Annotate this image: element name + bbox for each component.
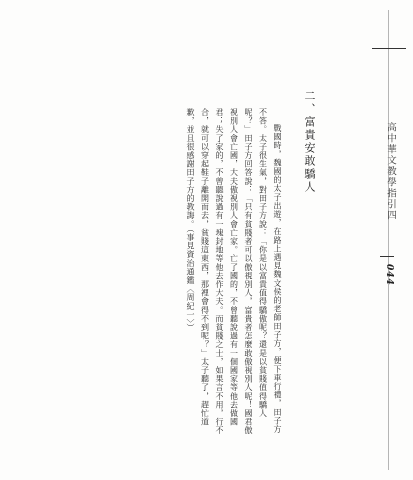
body-text bbox=[120, 108, 284, 438]
header-top-rule bbox=[372, 48, 406, 49]
section-title: 二、富貴安敢驕人 bbox=[303, 90, 316, 194]
page-number: 044 bbox=[384, 264, 394, 286]
running-header-title: 高中華文教學指引四 bbox=[385, 122, 396, 221]
body-paragraph: 戰國時，魏國的太子出遊，在路上遇見魏文侯的老師田子方，便下車行禮，田子方不答。太子很生氣，對田子方說：「你是以富貴值得驕傲呢？還是以貧賤值得驕人呢？」田子方回答說：「只有貧賤者可以傲視別人，富貴者怎麼敢傲視別人呢！國君傲視別人會亡國，大夫傲視別人會亡家。亡了國的，不曾聽說過有一個國家等他去做國君；失了家的，不曾聽說過有一塊封地等他去作大夫。而貧賤之士，如果言不用，行不合，就可以穿起鞋子離開而去，貧賤這東西，那裡會得不到呢？」太子聽了，趕忙道歉，並且很感謝田子方的教誨。（事見資治通鑑〈周紀一〉） bbox=[186, 108, 282, 435]
margin-rule bbox=[388, 10, 389, 470]
header-divider bbox=[380, 256, 394, 257]
